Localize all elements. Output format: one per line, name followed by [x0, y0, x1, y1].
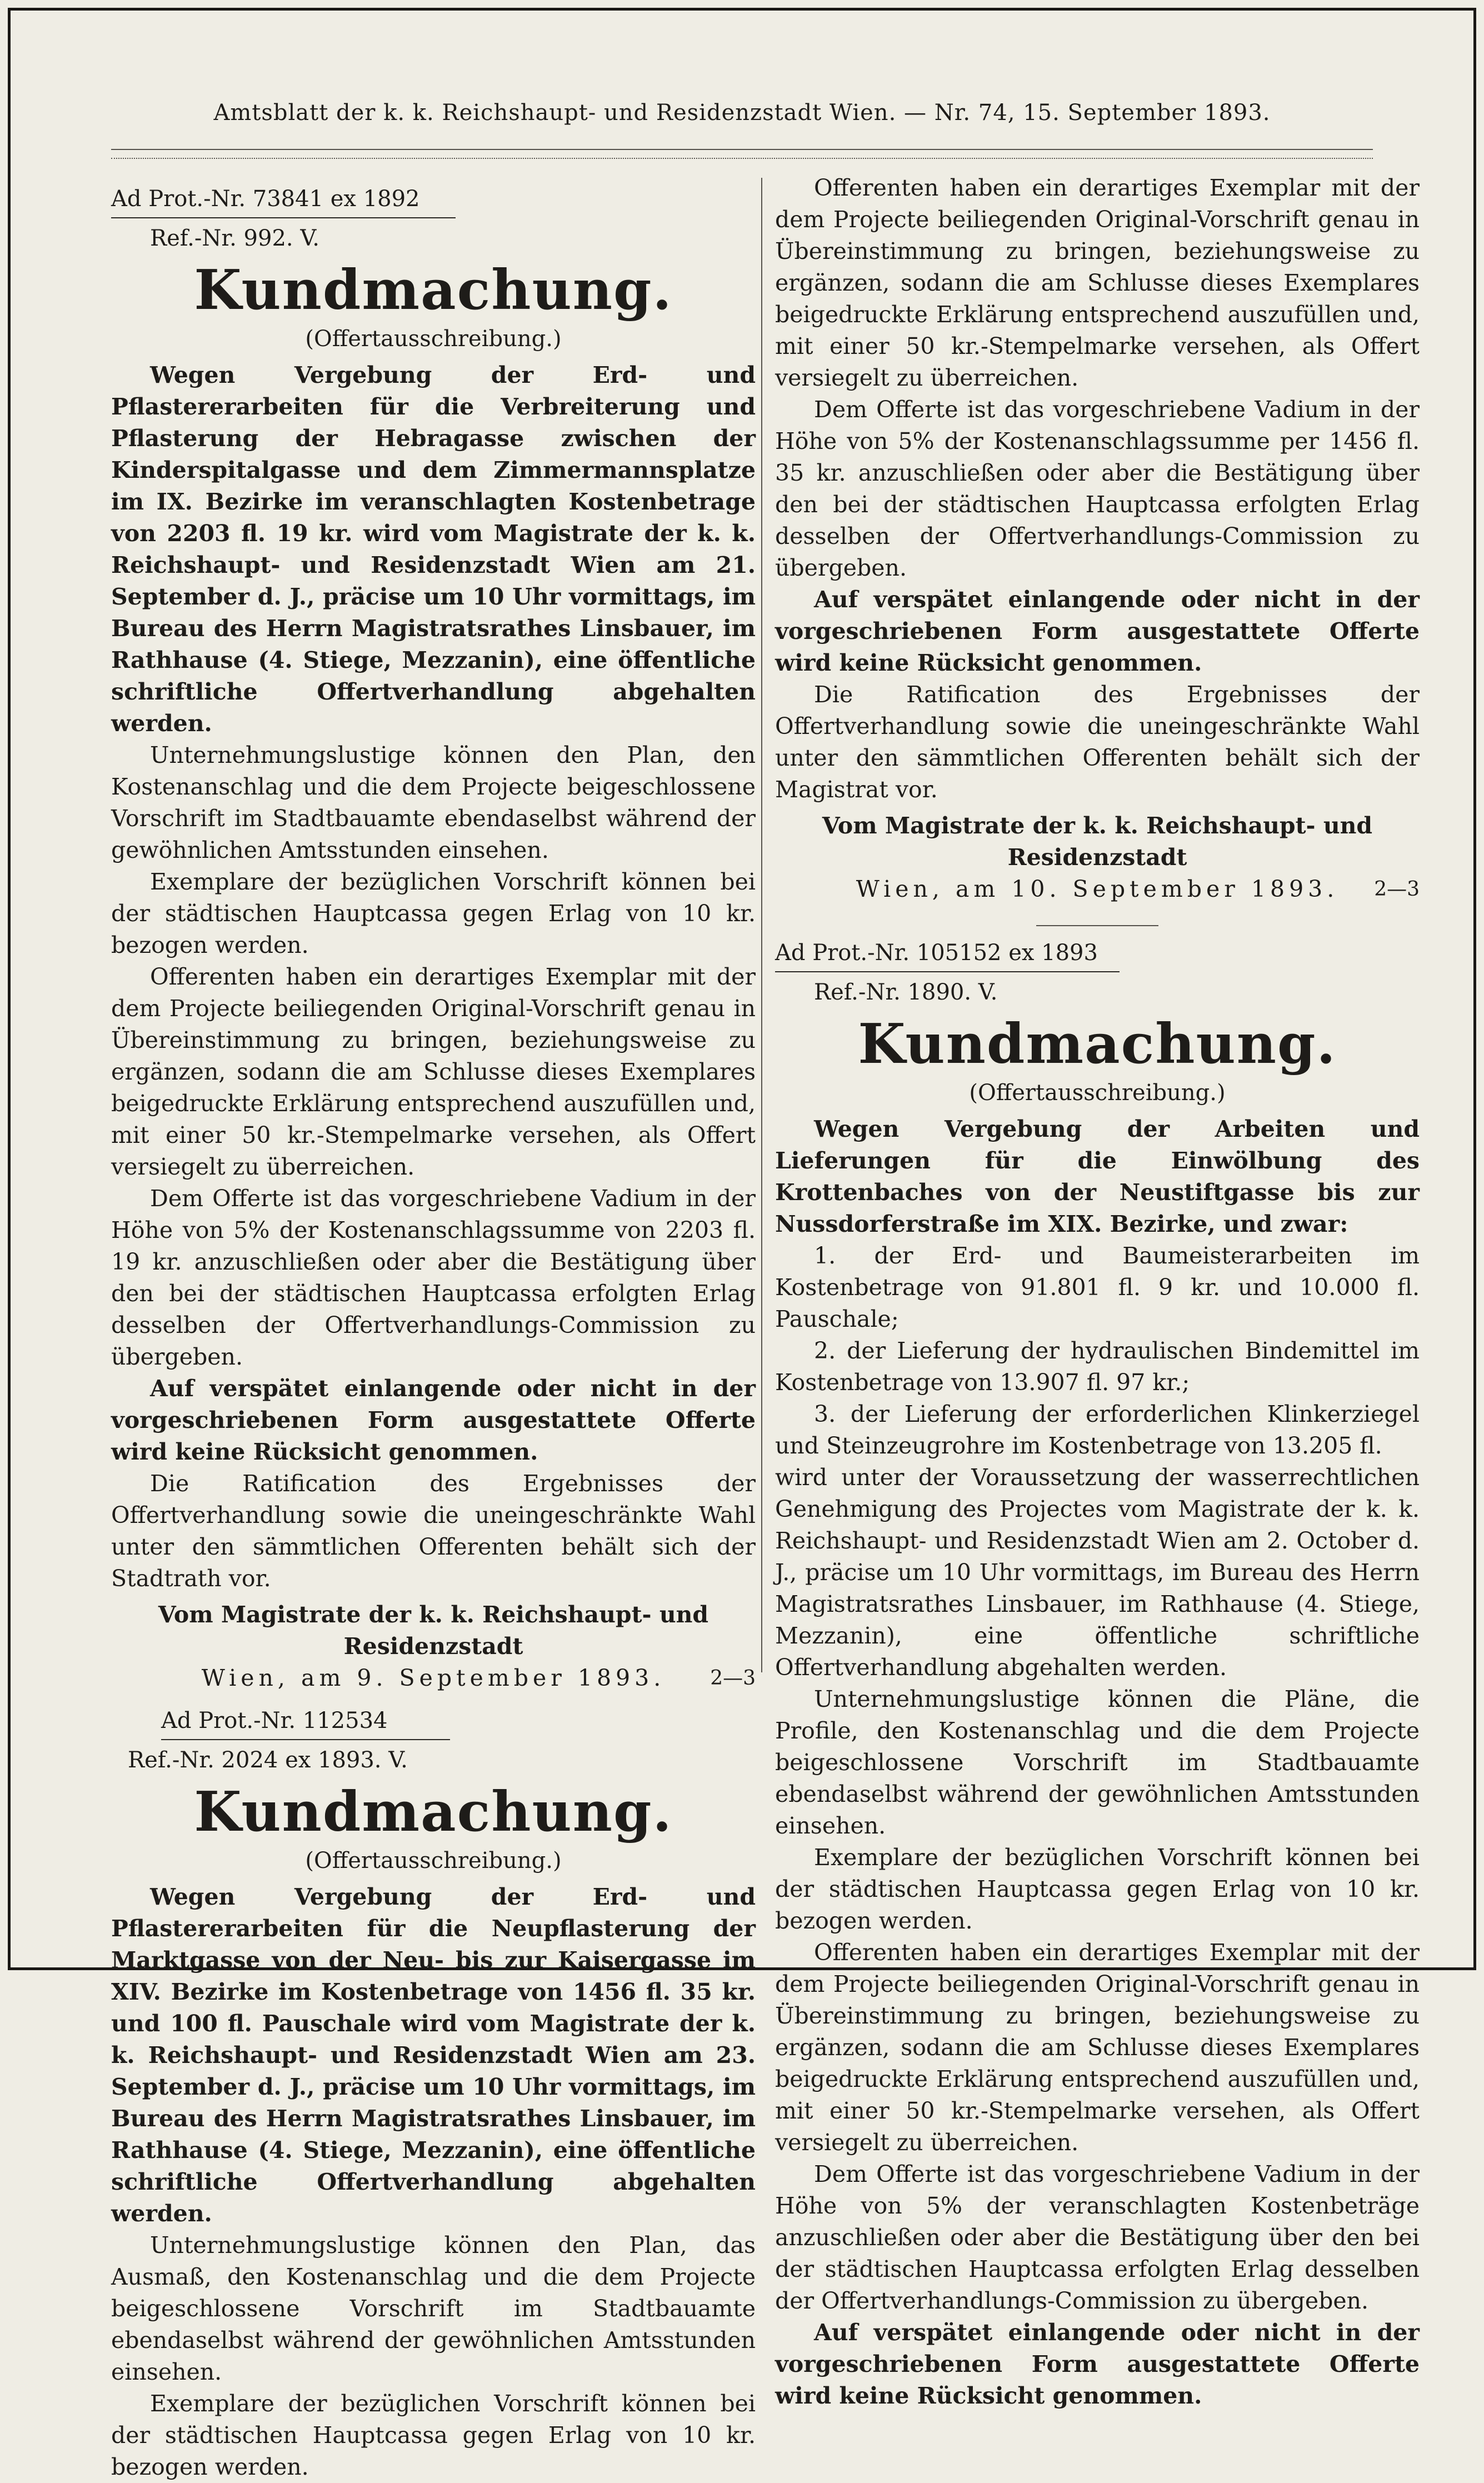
ref-number: Ref.-Nr. 992. V.	[150, 226, 319, 251]
paragraph: Dem Offerte ist das vorgeschriebene Vadium in der Höhe von 5% der veranschlagten Kostenbeträge anzuschließen oder aber die Bestätigung über den bei der städtischen Hauptcassa erfolgten Erlag desselben der Offertverhandlungs-Commission zu übergeben.	[775, 2161, 1420, 2314]
header-rule	[111, 149, 1373, 159]
paragraph: Wegen Vergebung der Erd- und Pflastererarbeiten für die Neupflasterung der Marktgasse von der Neu- bis zur Kaisergasse im XIV. Bezirke im Kostenbetrage von 1456 fl. 35 kr. und 100 fl. Pauschale wird vom Magistrate der k. k. Reichshaupt- und Residenzstadt Wien am 23. September d. J., präcise um 10 Uhr vormittags, im Bureau des Herrn Magistratsrathes Linsbauer, im Rathhause (4. Stiege, Mezzanin), eine öffentliche schriftliche Offertverhandlung abgehalten werden.	[111, 1884, 756, 2227]
column-divider	[761, 178, 762, 1672]
paragraph: Exemplare der bezüglichen Vorschrift können bei der städtischen Hauptcassa gegen Erlag von 10 kr. bezogen werden.	[111, 868, 756, 958]
paragraph: Wegen Vergebung der Arbeiten und Lieferungen für die Einwölbung des Krottenbaches von der Neustiftgasse bis zur Nussdorferstraße im XIX. Bezirke, und zwar:	[775, 1116, 1420, 1237]
signature-line: Vom Magistrate der k. k. Reichshaupt- und Residenzstadt	[822, 812, 1373, 871]
paragraph: Die Ratification des Ergebnisses der Offertverhandlung sowie die uneingeschränkte Wahl unter den sämmtlichen Offerenten behält sich der Stadtrath vor.	[111, 1470, 756, 1592]
date-text: Wien, am 10. September 1893.	[856, 876, 1339, 902]
notice-subtitle: (Offertausschreibung.)	[969, 1080, 1226, 1106]
notice-112534-continued	[775, 172, 1420, 926]
ad-prot-number: Ad Prot.-Nr. 73841 ex 1892	[111, 186, 420, 212]
paragraph: Unternehmungslustige können den Plan, den Kostenanschlag und die dem Projecte beigeschlossene Vorschrift im Stadtbauamte ebendaselbst während der gewöhnlichen Amtsstunden einsehen.	[111, 742, 756, 863]
list-item: 3. der Lieferung der erforderlichen Klinkerziegel und Steinzeugrohre im Kostenbetrage von 13.205 fl.	[775, 1401, 1420, 1459]
paragraph: Dem Offerte ist das vorgeschriebene Vadium in der Höhe von 5% der Kostenanschlagssumme per 1456 fl. 35 kr. anzuschließen oder aber die Bestätigung über den bei der städtischen Hauptcassa erfolgten Erlag desselben der Offertverhandlungs-Commission zu übergeben.	[775, 396, 1420, 581]
paragraph: Die Ratification des Ergebnisses der Offertverhandlung sowie die uneingeschränkte Wahl unter den sämmtlichen Offerenten behält sich der Magistrat vor.	[775, 681, 1420, 803]
notice-73841	[111, 183, 756, 1694]
paragraph: Unternehmungslustige können die Pläne, die Profile, den Kostenanschlag und die dem Projecte beigeschlossene Vorschrift im Stadtbauamte ebendaselbst während der gewöhnlichen Amtsstunden einsehen.	[775, 1686, 1420, 1839]
section-separator	[1036, 925, 1158, 926]
notice-subtitle: (Offertausschreibung.)	[305, 326, 562, 352]
insertion-number: 2—3	[1374, 878, 1420, 901]
ad-prot-rule	[775, 971, 1120, 972]
ad-prot-rule	[111, 217, 456, 218]
list-item: 2. der Lieferung der hydraulischen Bindemittel im Kostenbetrage von 13.907 fl. 97 kr.;	[775, 1337, 1420, 1396]
notice-title: Kundmachung.	[194, 1780, 673, 1844]
paragraph: Exemplare der bezüglichen Vorschrift können bei der städtischen Hauptcassa gegen Erlag von 10 kr. bezogen werden.	[111, 2390, 756, 2480]
paragraph: Exemplare der bezüglichen Vorschrift können bei der städtischen Hauptcassa gegen Erlag von 10 kr. bezogen werden.	[775, 1844, 1420, 1934]
signature-line: Vom Magistrate der k. k. Reichshaupt- und Residenzstadt	[158, 1601, 709, 1660]
ad-prot-number: Ad Prot.-Nr. 105152 ex 1893	[775, 940, 1098, 966]
left-column	[111, 172, 756, 2480]
paragraph: Dem Offerte ist das vorgeschriebene Vadium in der Höhe von 5% der Kostenanschlagssumme von 2203 fl. 19 kr. anzuschließen oder aber die Bestätigung über den bei der städtischen Hauptcassa erfolgten Erlag desselben der Offertverhandlungs-Commission zu übergeben.	[111, 1185, 756, 1370]
date-line	[775, 873, 1420, 905]
paragraph: Auf verspätet einlangende oder nicht in der vorgeschriebenen Form ausgestattete Offerte wird keine Rücksicht genommen.	[775, 586, 1420, 676]
notice-105152	[775, 937, 1420, 2412]
paragraph: Offerenten haben ein derartiges Exemplar mit der dem Projecte beiliegenden Original-Vorschrift genau in Übereinstimmung zu bringen, beziehungsweise zu ergänzen, sodann die am Schlusse dieses Exemplares beigedruckte Erklärung entsprechend auszufüllen und, mit einer 50 kr.-Stempelmarke versehen, als Offert versiegelt zu überreichen.	[775, 1939, 1420, 2156]
ad-prot-number: Ad Prot.-Nr. 112534	[161, 1708, 388, 1733]
page-header: Amtsblatt der k. k. Reichshaupt- und Residenzstadt Wien. — Nr. 74, 15. September 1893.	[213, 100, 1271, 126]
list-item: 1. der Erd- und Baumeisterarbeiten im Kostenbetrage von 91.801 fl. 9 kr. und 10.000 fl. Pauschale;	[775, 1242, 1420, 1332]
ad-prot-rule	[161, 1739, 450, 1740]
notice-112534	[111, 1705, 756, 2483]
paragraph: Offerenten haben ein derartiges Exemplar mit der dem Projecte beiliegenden Original-Vorschrift genau in Übereinstimmung zu bringen, beziehungsweise zu ergänzen, sodann die am Schlusse dieses Exemplares beigedruckte Erklärung entsprechend auszufüllen und, mit einer 50 kr.-Stempelmarke versehen, als Offert versiegelt zu überreichen.	[111, 963, 756, 1180]
notice-subtitle: (Offertausschreibung.)	[305, 1848, 562, 1874]
paragraph: Auf verspätet einlangende oder nicht in der vorgeschriebenen Form ausgestattete Offerte wird keine Rücksicht genommen.	[775, 2319, 1420, 2409]
ref-number: Ref.-Nr. 1890. V.	[814, 980, 998, 1005]
paragraph: Unternehmungslustige können den Plan, das Ausmaß, den Kostenanschlag und die dem Projecte beigeschlossene Vorschrift im Stadtbauamte ebendaselbst während der gewöhnlichen Amtsstunden einsehen.	[111, 2232, 756, 2385]
insertion-number: 2—3	[710, 1667, 756, 1690]
ref-number: Ref.-Nr. 2024 ex 1893. V.	[128, 1747, 408, 1773]
paragraph: Offerenten haben ein derartiges Exemplar mit der dem Projecte beiliegenden Original-Vorschrift genau in Übereinstimmung zu bringen, beziehungsweise zu ergänzen, sodann die am Schlusse dieses Exemplares beigedruckte Erklärung entsprechend auszufüllen und, mit einer 50 kr.-Stempelmarke versehen, als Offert versiegelt zu überreichen.	[775, 174, 1420, 391]
date-text: Wien, am 9. September 1893.	[201, 1665, 666, 1691]
paragraph: Auf verspätet einlangende oder nicht in der vorgeschriebenen Form ausgestattete Offerte wird keine Rücksicht genommen.	[111, 1375, 756, 1465]
right-column	[775, 172, 1420, 2409]
paragraph: wird unter der Voraussetzung der wasserrechtlichen Genehmigung des Projectes vom Magistrate der k. k. Reichshaupt- und Residenzstadt Wien am 2. October d. J., präcise um 10 Uhr vormittags, im Bureau des Herrn Magistratsrathes Linsbauer, im Rathhause (4. Stiege, Mezzanin), eine öffentliche schriftliche Offertverhandlung abgehalten werden.	[775, 1464, 1420, 1681]
notice-title: Kundmachung.	[858, 1012, 1337, 1076]
date-line	[111, 1662, 756, 1694]
notice-title: Kundmachung.	[194, 258, 673, 322]
paragraph: Wegen Vergebung der Erd- und Pflastererarbeiten für die Verbreiterung und Pflasterung der Hebragasse zwischen der Kinderspitalgasse und dem Zimmermannsplatze im IX. Bezirke im veranschlagten Kostenbetrage von 2203 fl. 19 kr. wird vom Magistrate der k. k. Reichshaupt- und Residenzstadt Wien am 21. September d. J., präcise um 10 Uhr vormittags, im Bureau des Herrn Magistratsrathes Linsbauer, im Rathhause (4. Stiege, Mezzanin), eine öffentliche schriftliche Offertverhandlung abgehalten werden.	[111, 362, 756, 737]
